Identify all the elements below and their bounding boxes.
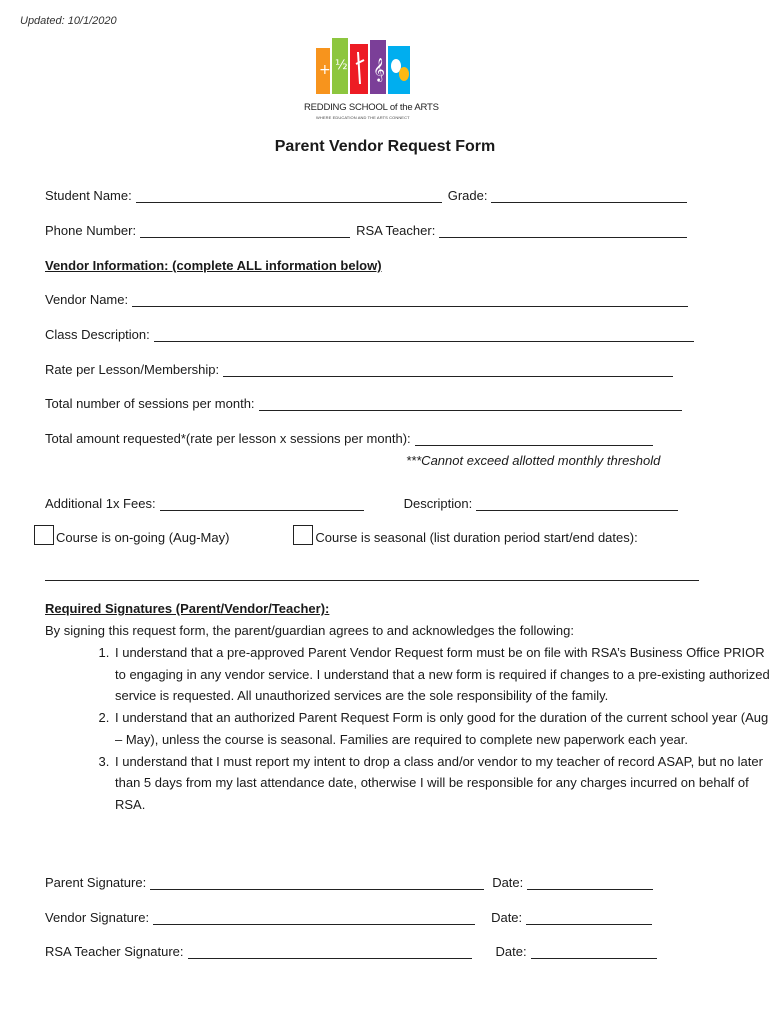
vendor-date-label: Date: <box>491 910 523 925</box>
parent-date-label: Date: <box>492 875 524 890</box>
seasonal-checkbox[interactable] <box>293 525 313 545</box>
class-description-label: Class Description: <box>45 327 150 342</box>
description-label: Description: <box>403 496 473 511</box>
teacher-label: RSA Teacher: <box>356 223 436 238</box>
fees-row <box>45 496 678 511</box>
sessions-field[interactable] <box>259 396 682 411</box>
phone-row <box>45 223 687 238</box>
teacher-signature-row <box>45 944 657 959</box>
updated-date: Updated: 10/1/2020 <box>20 15 117 27</box>
vendor-name-field[interactable] <box>132 292 688 307</box>
total-field[interactable] <box>415 431 653 446</box>
terms-list <box>75 642 770 816</box>
parent-signature-row <box>45 875 653 890</box>
logo-tagline: WHERE EDUCATION AND THE ARTS CONNECT <box>316 115 410 120</box>
vendor-name-label: Vendor Name: <box>45 292 129 307</box>
teacher-signature-label: RSA Teacher Signature: <box>45 944 184 959</box>
ongoing-checkbox[interactable] <box>34 525 54 545</box>
rate-label: Rate per Lesson/Membership: <box>45 362 220 377</box>
seasonal-label: Course is seasonal (list duration period start/end dates): <box>315 530 638 545</box>
rate-row <box>45 362 673 377</box>
svg-text:½: ½ <box>335 58 348 73</box>
sessions-row <box>45 396 682 411</box>
student-name-field[interactable] <box>136 188 442 203</box>
vendor-signature-field[interactable] <box>153 910 475 925</box>
vendor-name-row <box>45 292 688 307</box>
sessions-label: Total number of sessions per month: <box>45 396 255 411</box>
teacher-signature-field[interactable] <box>188 944 472 959</box>
vendor-signature-row <box>45 910 652 925</box>
form-title: Parent Vendor Request Form <box>274 138 496 155</box>
teacher-date-label: Date: <box>495 944 527 959</box>
rate-field[interactable] <box>223 362 673 377</box>
signatures-section-heading: Required Signatures (Parent/Vendor/Teacher): <box>45 601 330 616</box>
phone-label: Phone Number: <box>45 223 137 238</box>
student-name-label: Student Name: <box>45 188 132 203</box>
teacher-date-field[interactable] <box>531 944 657 959</box>
phone-field[interactable] <box>140 223 350 238</box>
vendor-signature-label: Vendor Signature: <box>45 910 150 925</box>
fees-field[interactable] <box>160 496 364 511</box>
ongoing-label: Course is on-going (Aug-May) <box>56 530 230 545</box>
fees-label: Additional 1x Fees: <box>45 496 156 511</box>
parent-signature-label: Parent Signature: <box>45 875 147 890</box>
seasonal-dates-field[interactable] <box>45 568 699 581</box>
grade-field[interactable] <box>491 188 687 203</box>
logo-name: REDDING SCHOOL of the ARTS <box>304 102 439 113</box>
class-description-field[interactable] <box>154 327 694 342</box>
school-logo <box>300 34 460 124</box>
description-field[interactable] <box>476 496 678 511</box>
total-label: Total amount requested*(rate per lesson x sessions per month): <box>45 431 411 446</box>
svg-text:+: + <box>319 62 331 78</box>
term-item: 3. I understand that I must report my intent to drop a class and/or vendor to my teacher of record ASAP, but no later than 5 days from my last attendance date, otherwise I will be responsible for any charges incurred on behalf of RSA. <box>113 751 770 816</box>
agreement-intro: By signing this request form, the parent/guardian agrees to and acknowledges the following: <box>45 623 574 638</box>
student-name-row <box>45 188 687 203</box>
parent-date-field[interactable] <box>527 875 653 890</box>
term-item: 1. I understand that a pre-approved Parent Vendor Request form must be on file with RSA’s Business Office PRIOR to engaging in any vendor service. I understand that a new form is required if changes to a pre-existing authorized service is requested. All unauthorized services are the sole responsibility of the family. <box>113 642 770 707</box>
svg-text:𝄞: 𝄞 <box>373 57 385 81</box>
term-item: 2. I understand that an authorized Parent Request Form is only good for the duration of the current school year (Aug – May), unless the course is seasonal. Families are required to complete new paperwork each year. <box>113 707 770 750</box>
grade-label: Grade: <box>447 188 488 203</box>
parent-signature-field[interactable] <box>150 875 484 890</box>
course-type-row <box>34 525 638 545</box>
vendor-date-field[interactable] <box>526 910 652 925</box>
teacher-field[interactable] <box>439 223 687 238</box>
threshold-note: ***Cannot exceed allotted monthly threshold <box>406 453 661 468</box>
total-row <box>45 431 653 446</box>
class-description-row <box>45 327 694 342</box>
logo-art-icon <box>300 34 460 102</box>
vendor-section-heading: Vendor Information: (complete ALL information below) <box>45 258 382 273</box>
